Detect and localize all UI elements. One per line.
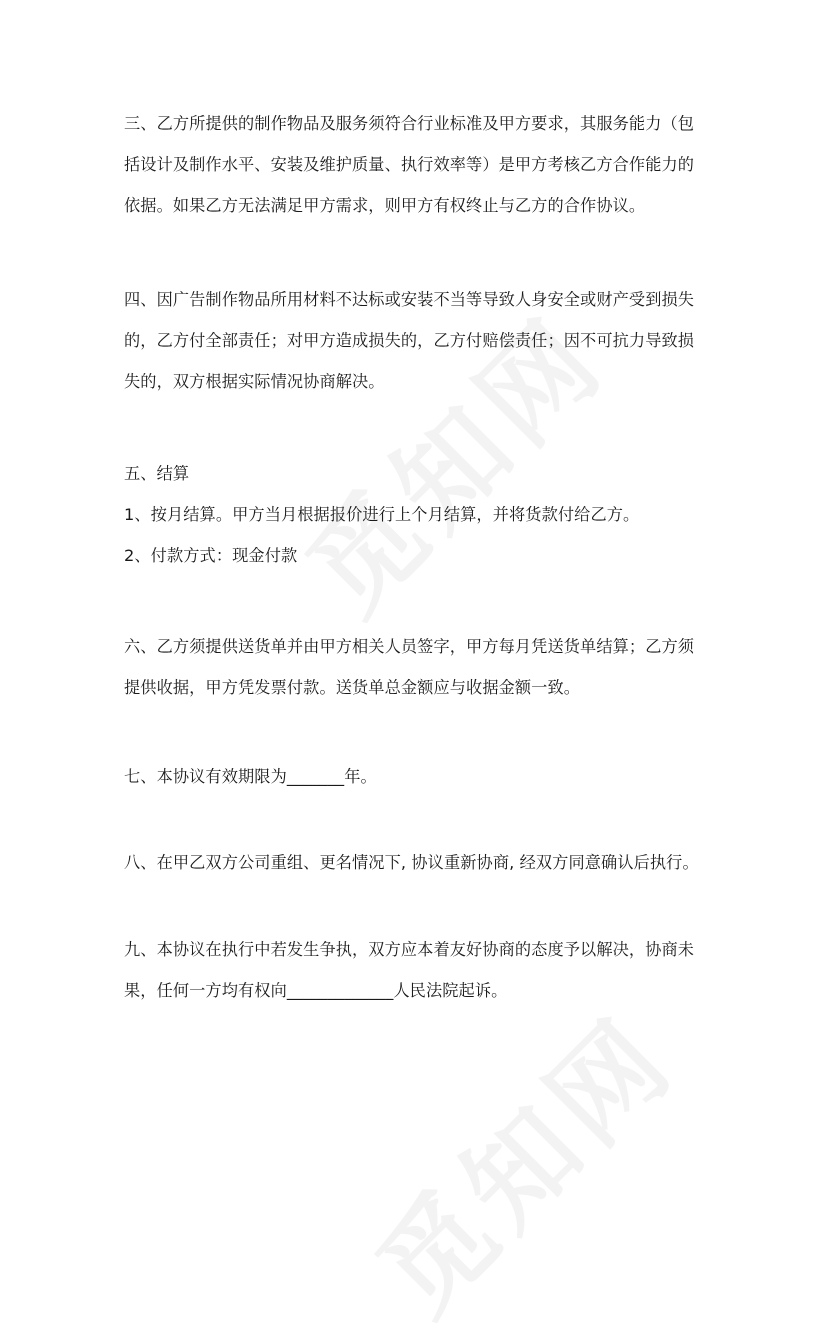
- clause-5-heading: 五、结算: [124, 464, 190, 483]
- clause-9-line-2: 果，任何一方均有权向_____________人民法院起诉。: [124, 981, 508, 1000]
- clause-7-paragraph: [124, 756, 714, 797]
- clause-9-line-1: 九、本协议在执行中若发生争执，双方应本着友好协商的态度予以解决，协商未: [124, 940, 695, 959]
- clause-3-line-1: 三、乙方所提供的制作物品及服务须符合行业标准及甲方要求，其服务能力（包: [124, 114, 695, 133]
- clause-5-section: [124, 453, 714, 576]
- clause-7-line: 七、本协议有效期限为_______年。: [124, 767, 377, 786]
- clause-5-item-2: 2、付款方式：现金付款: [124, 546, 298, 565]
- watermark: [337, 976, 703, 1342]
- clause-4-line-1: 四、因广告制作物品所用材料不达标或安装不当等导致人身安全或财产受到损失: [124, 290, 695, 309]
- clause-4-paragraph: [124, 279, 714, 402]
- clause-6-line-1: 六、乙方须提供送货单并由甲方相关人员签字，甲方每月凭送货单结算；乙方须: [124, 637, 695, 656]
- clause-4-line-3: 失的，双方根据实际情况协商解决。: [124, 372, 385, 391]
- clause-8-line: 八、在甲乙双方公司重组、更名情况下, 协议重新协商, 经双方同意确认后执行。: [124, 853, 699, 872]
- clause-6-line-2: 提供收据，甲方凭发票付款。送货单总金额应与收据金额一致。: [124, 678, 581, 697]
- clause-3-paragraph: [124, 103, 714, 226]
- clause-3-line-3: 依据。如果乙方无法满足甲方需求，则甲方有权终止与乙方的合作协议。: [124, 196, 646, 215]
- clause-6-paragraph: [124, 626, 714, 708]
- clause-4-line-2: 的，乙方付全部责任；对甲方造成损失的，乙方付赔偿责任；因不可抗力导致损: [124, 331, 695, 350]
- clause-8-paragraph: [124, 842, 714, 883]
- clause-3-line-2: 括设计及制作水平、安装及维护质量、执行效率等）是甲方考核乙方合作能力的: [124, 155, 695, 174]
- clause-5-item-1: 1、按月结算。甲方当月根据报价进行上个月结算，并将货款付给乙方。: [124, 505, 640, 524]
- clause-9-paragraph: [124, 929, 714, 1011]
